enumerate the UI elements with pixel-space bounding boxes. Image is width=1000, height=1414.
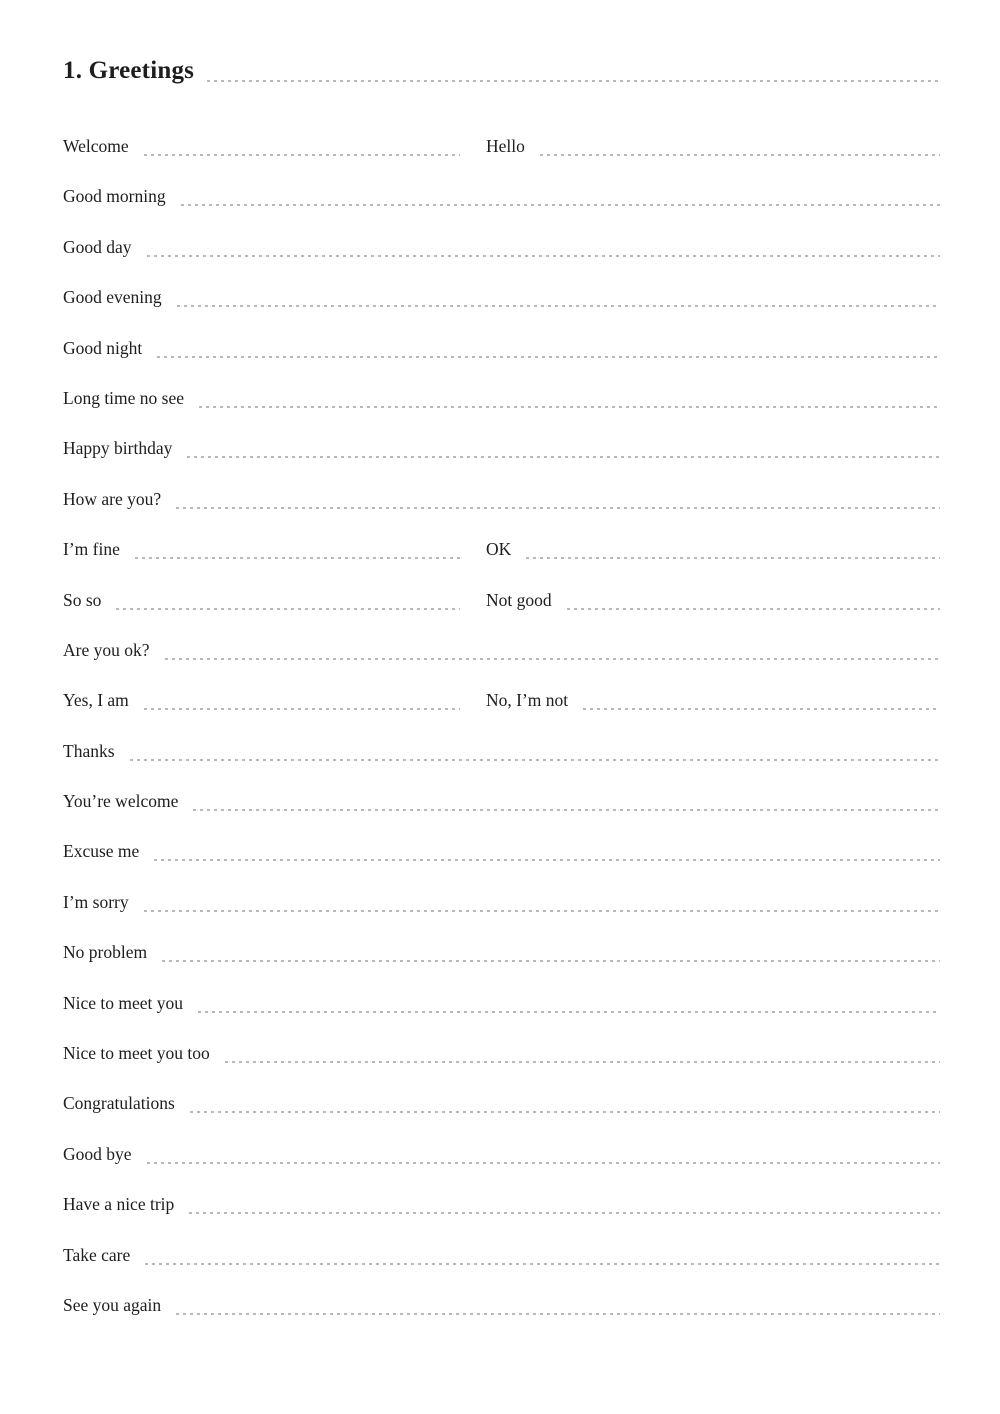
phrase-cell <box>63 286 940 308</box>
phrase-label: Good night <box>63 337 143 358</box>
answer-line <box>583 708 940 710</box>
phrase-label: Hello <box>486 136 525 156</box>
phrase-label: Good evening <box>63 287 162 308</box>
phrase-cell <box>486 538 940 560</box>
answer-line <box>567 608 940 610</box>
phrase-label: Good bye <box>63 1143 132 1164</box>
phrase-row <box>63 1244 940 1294</box>
answer-line <box>154 859 940 861</box>
phrase-label: Long time no see <box>63 387 185 408</box>
phrase-cell <box>63 689 460 711</box>
phrase-cell <box>63 538 460 560</box>
phrase-row <box>63 337 940 387</box>
phrase-label: No problem <box>63 942 148 963</box>
phrase-cell <box>63 185 940 207</box>
phrase-row <box>63 236 940 286</box>
phrase-cell <box>63 992 940 1014</box>
phrase-label: Yes, I am <box>63 690 129 711</box>
phrase-row <box>63 891 940 941</box>
phrase-cell <box>63 236 940 258</box>
phrase-label: Congratulations <box>63 1093 175 1114</box>
phrase-label: I’m fine <box>63 539 120 560</box>
answer-line <box>157 356 940 358</box>
phrase-label: No, I’m not <box>486 690 569 711</box>
phrase-cell <box>63 337 940 359</box>
answer-line <box>144 154 460 156</box>
phrase-row <box>63 185 940 235</box>
phrase-label: Excuse me <box>63 841 140 862</box>
answer-line <box>176 1313 940 1315</box>
phrase-row <box>63 437 940 487</box>
page-content <box>63 56 940 1344</box>
phrase-row <box>63 589 940 639</box>
phrase-label: Nice to meet you <box>63 992 184 1013</box>
phrase-row <box>63 135 940 185</box>
phrase-label: Welcome <box>63 136 129 156</box>
answer-line <box>147 255 940 257</box>
answer-line <box>130 759 940 761</box>
phrase-row <box>63 1092 940 1142</box>
phrase-row <box>63 740 940 790</box>
answer-line <box>540 154 940 156</box>
phrase-cell <box>63 790 940 812</box>
phrase-row <box>63 538 940 588</box>
phrase-row <box>63 1042 940 1092</box>
phrase-cell <box>63 488 940 510</box>
phrase-cell <box>63 891 940 913</box>
phrase-row <box>63 387 940 437</box>
title-leader-line <box>207 80 940 82</box>
phrase-label: OK <box>486 539 512 560</box>
phrase-cell <box>486 589 940 611</box>
phrase-label: Happy birthday <box>63 438 173 459</box>
answer-line <box>177 305 940 307</box>
phrase-cell <box>63 740 940 762</box>
phrase-row <box>63 488 940 538</box>
phrase-row <box>63 1193 940 1243</box>
phrase-label: Thanks <box>63 740 115 761</box>
answer-line <box>199 406 940 408</box>
answer-line <box>190 1111 940 1113</box>
answer-line <box>198 1011 940 1013</box>
phrase-row <box>63 941 940 991</box>
answer-line <box>176 507 940 509</box>
phrase-label: So so <box>63 589 102 610</box>
phrase-row <box>63 689 940 739</box>
phrase-label: I’m sorry <box>63 891 129 912</box>
phrase-label: You’re welcome <box>63 791 179 812</box>
phrase-row <box>63 790 940 840</box>
answer-line <box>116 608 460 610</box>
phrase-cell <box>63 1092 940 1114</box>
phrase-label: Have a nice trip <box>63 1194 175 1215</box>
title-row <box>63 56 940 86</box>
phrase-cell <box>63 1143 940 1165</box>
answer-line <box>147 1162 940 1164</box>
phrase-cell <box>63 840 940 862</box>
answer-line <box>225 1061 940 1063</box>
phrase-cell <box>63 1244 940 1266</box>
answer-line <box>181 204 940 206</box>
phrase-cell <box>486 135 940 157</box>
answer-line <box>145 1263 940 1265</box>
phrase-label: Take care <box>63 1244 131 1265</box>
phrase-row <box>63 1294 940 1344</box>
phrase-cell <box>63 135 460 157</box>
answer-line <box>144 708 460 710</box>
phrase-row <box>63 840 940 890</box>
answer-line <box>135 557 460 559</box>
phrase-cell <box>63 941 940 963</box>
phrase-label: See you again <box>63 1294 162 1315</box>
phrase-row <box>63 639 940 689</box>
phrase-label: Are you ok? <box>63 639 150 660</box>
answer-line <box>187 456 940 458</box>
phrase-cell <box>63 437 940 459</box>
phrase-cell <box>63 639 940 661</box>
phrase-cell <box>63 1294 940 1316</box>
phrase-row <box>63 992 940 1042</box>
answer-line <box>189 1212 940 1214</box>
phrase-cell <box>63 1042 940 1064</box>
answer-line <box>193 809 940 811</box>
greetings-list <box>63 135 940 1344</box>
phrase-label: Nice to meet you too <box>63 1043 210 1064</box>
phrase-label: How are you? <box>63 488 162 509</box>
phrase-label: Good morning <box>63 186 166 207</box>
phrase-cell <box>63 1193 940 1215</box>
phrase-label: Good day <box>63 236 132 257</box>
phrase-row <box>63 286 940 336</box>
answer-line <box>162 960 940 962</box>
answer-line <box>165 658 940 660</box>
phrase-row <box>63 1143 940 1193</box>
answer-line <box>526 557 940 559</box>
phrase-cell <box>63 589 460 611</box>
phrase-label: Not good <box>486 589 552 610</box>
phrase-cell <box>486 689 940 711</box>
page-title: 1. Greetings <box>63 57 195 84</box>
phrase-cell <box>63 387 940 409</box>
answer-line <box>144 910 940 912</box>
